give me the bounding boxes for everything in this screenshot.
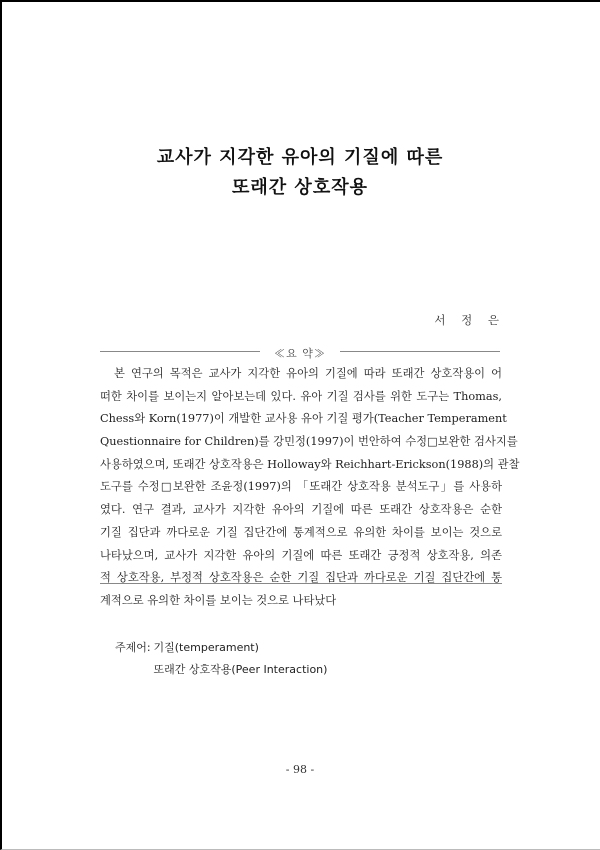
keyword: 또래간 상호작용(Peer Interaction) [153, 663, 328, 676]
abstract-line: 떠한 차이를 보이는지 알아보는데 있다. 유아 기질 검사를 위한 도구는 Thomas, [100, 389, 502, 403]
abstract [100, 363, 520, 613]
keyword-row [115, 637, 327, 659]
keywords-label: 주제어: [115, 641, 151, 654]
abstract-bottom-rule [100, 583, 502, 584]
abstract-line: 본 연구의 목적은 교사가 지각한 유아의 기질에 따라 또래간 상호작용이 어 [114, 367, 502, 380]
keyword-row [115, 659, 327, 681]
paper-title-line-2: 또래간 상호작용 [232, 177, 368, 198]
abstract-line: Chess와 Korn(1977)이 개발한 교사용 유아 기질 평가(Teacher Temperament [100, 412, 507, 426]
summary-label: ≪요 약≫ [274, 347, 326, 360]
keyword: 기질(temperament) [153, 641, 259, 654]
abstract-line: 였다. 연구 결과, 교사가 지각한 유아의 기질에 따른 또래간 상호작용은 순한 [100, 503, 502, 517]
keywords-block [115, 637, 327, 681]
summary-header [100, 345, 500, 359]
abstract-line: 사용하였으며, 또래간 상호작용은 Holloway와 Reichhart-Erickson(1988)의 관찰 [100, 457, 520, 471]
abstract-line: 적 상호작용, 부정적 상호작용은 순한 기질 집단과 까다로운 기질 집단간에 통 [100, 571, 502, 585]
summary-rule-right [340, 351, 500, 352]
abstract-line: 나타났으며, 교사가 지각한 유아의 기질에 따른 또래간 긍정적 상호작용, 의존 [100, 548, 502, 562]
author-name: 서 정 은 [434, 313, 505, 327]
abstract-line: Questionnaire for Children)를 강민정(1997)이 번안하여 수정□보완한 검사지를 [100, 435, 518, 449]
abstract-line: 기질 집단과 까다로운 기질 집단간에 통계적으로 유의한 차이를 보이는 것으로 [100, 525, 502, 539]
abstract-line: 도구를 수정□보완한 조윤정(1997)의 「또래간 상호작용 분석도구」를 사용하 [100, 480, 502, 494]
page-number: - 98 - [285, 763, 315, 776]
abstract-line: 계적으로 유의한 차이를 보이는 것으로 나타났다 [100, 593, 337, 607]
paper-title-line-1: 교사가 지각한 유아의 기질에 따른 [156, 147, 444, 168]
